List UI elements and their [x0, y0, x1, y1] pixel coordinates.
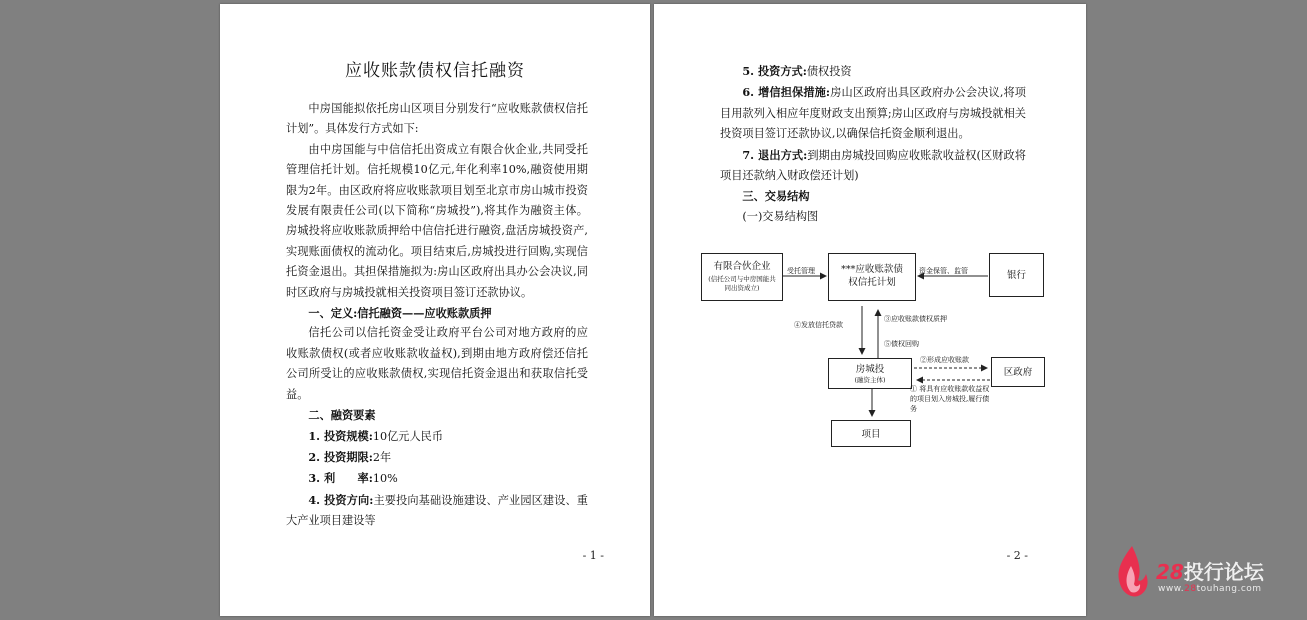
label-loan: ④发放信托贷款	[794, 321, 843, 329]
trust-plan-box: ***应收账款债权信托计划	[828, 253, 916, 301]
paragraph-structure: 由中房国能与中信信托出资成立有限合伙企业,共同受托管理信托计划。信托规模10亿元,年化利率10%,融资使用期限为2年。由区政府将应收账款项目划至北京市房山城市投资发展有限责任公司(以下简称“房城投”),将其作为融资主体。房城投将应收账款质押给中信信托进行融资,盘活房城投资产,实现账面债权的流动化。项目结束后,房城投进行回购,实现信托资金退出。其担保措施拟为:房山区政府出具办公会决议,同时区政府与房城投就相关投资项目签订还款协议。	[286, 142, 588, 299]
list-item: 2. 投资期限:2年	[308, 449, 392, 464]
partnership-box: 有限合伙企业 (信托公司与中房国能共同出资成立)	[701, 253, 783, 301]
list-item: 7. 退出方式:到期由房城投回购应收账款收益权(区财政将项目还款纳入财政偿还计划)	[720, 147, 1026, 183]
heading-definition: 一、定义:信托融资——应收账款质押	[308, 306, 492, 321]
list-item: 1. 投资规模:10亿元人民币	[308, 428, 444, 443]
watermark-url: www.28touhang.com	[1158, 584, 1262, 594]
list-item: 6. 增信担保措施:房山区政府出具区政府办公会决议,将项目用款列入相应年度财政支出预算;房山区政府与房城投就相关投资项目签订还款协议,以确保信托资金顺利退出。	[720, 85, 1026, 141]
flame-logo-icon	[1112, 544, 1152, 600]
list-item: 5. 投资方式:债权投资	[742, 64, 852, 78]
page-number: - 2 -	[1006, 549, 1028, 562]
subheading-structure-diagram: (一)交易结构图	[742, 209, 819, 223]
heading-elements: 二、融资要素	[308, 408, 376, 423]
diagram-arrows	[654, 4, 1086, 616]
document-title: 应收账款债权信托融资	[345, 61, 525, 81]
label-custody: 资金保管、监管	[919, 267, 968, 275]
paragraph-intro: 中房国能拟依托房山区项目分别发行“应收账款债权信托计划”。具体发行方式如下:	[286, 102, 588, 136]
document-page-1	[220, 4, 650, 616]
label-repurchase: ⑤债权回购	[884, 340, 919, 348]
paragraph-definition: 信托公司以信托资金受让政府平台公司对地方政府的应收账款债权(或者应收账款收益权),到期由地方政府偿还信托公司所受让的应收账款债权,实现信托资金退出和获取信托受益。	[286, 326, 588, 401]
label-trust-mgmt: 受托管理	[787, 267, 815, 275]
bank-box: 银行	[989, 253, 1044, 297]
fct-box: 房城投 (融资主体)	[828, 358, 912, 389]
site-watermark	[1112, 544, 1292, 600]
heading-transaction-structure: 三、交易结构	[742, 189, 810, 204]
document-page-2	[654, 4, 1086, 616]
label-pledge: ③应收账款债权质押	[884, 315, 947, 323]
page-number: - 1 -	[582, 549, 604, 562]
label-assign: ① 将具有应收账款收益权的项目划入房城投,履行债务	[910, 385, 990, 413]
list-item: 4. 投资方向:主要投向基础设施建设、产业园区建设、重大产业项目建设等	[286, 492, 588, 528]
page1-body	[286, 99, 588, 532]
label-form-ar: ②形成应收账款	[920, 356, 969, 364]
project-box: 项目	[831, 420, 911, 447]
district-gov-box: 区政府	[991, 357, 1045, 387]
list-item: 3. 利 率:10%	[308, 471, 398, 486]
watermark-title: 28投行论坛	[1156, 560, 1264, 584]
transaction-structure-diagram	[654, 4, 1086, 616]
